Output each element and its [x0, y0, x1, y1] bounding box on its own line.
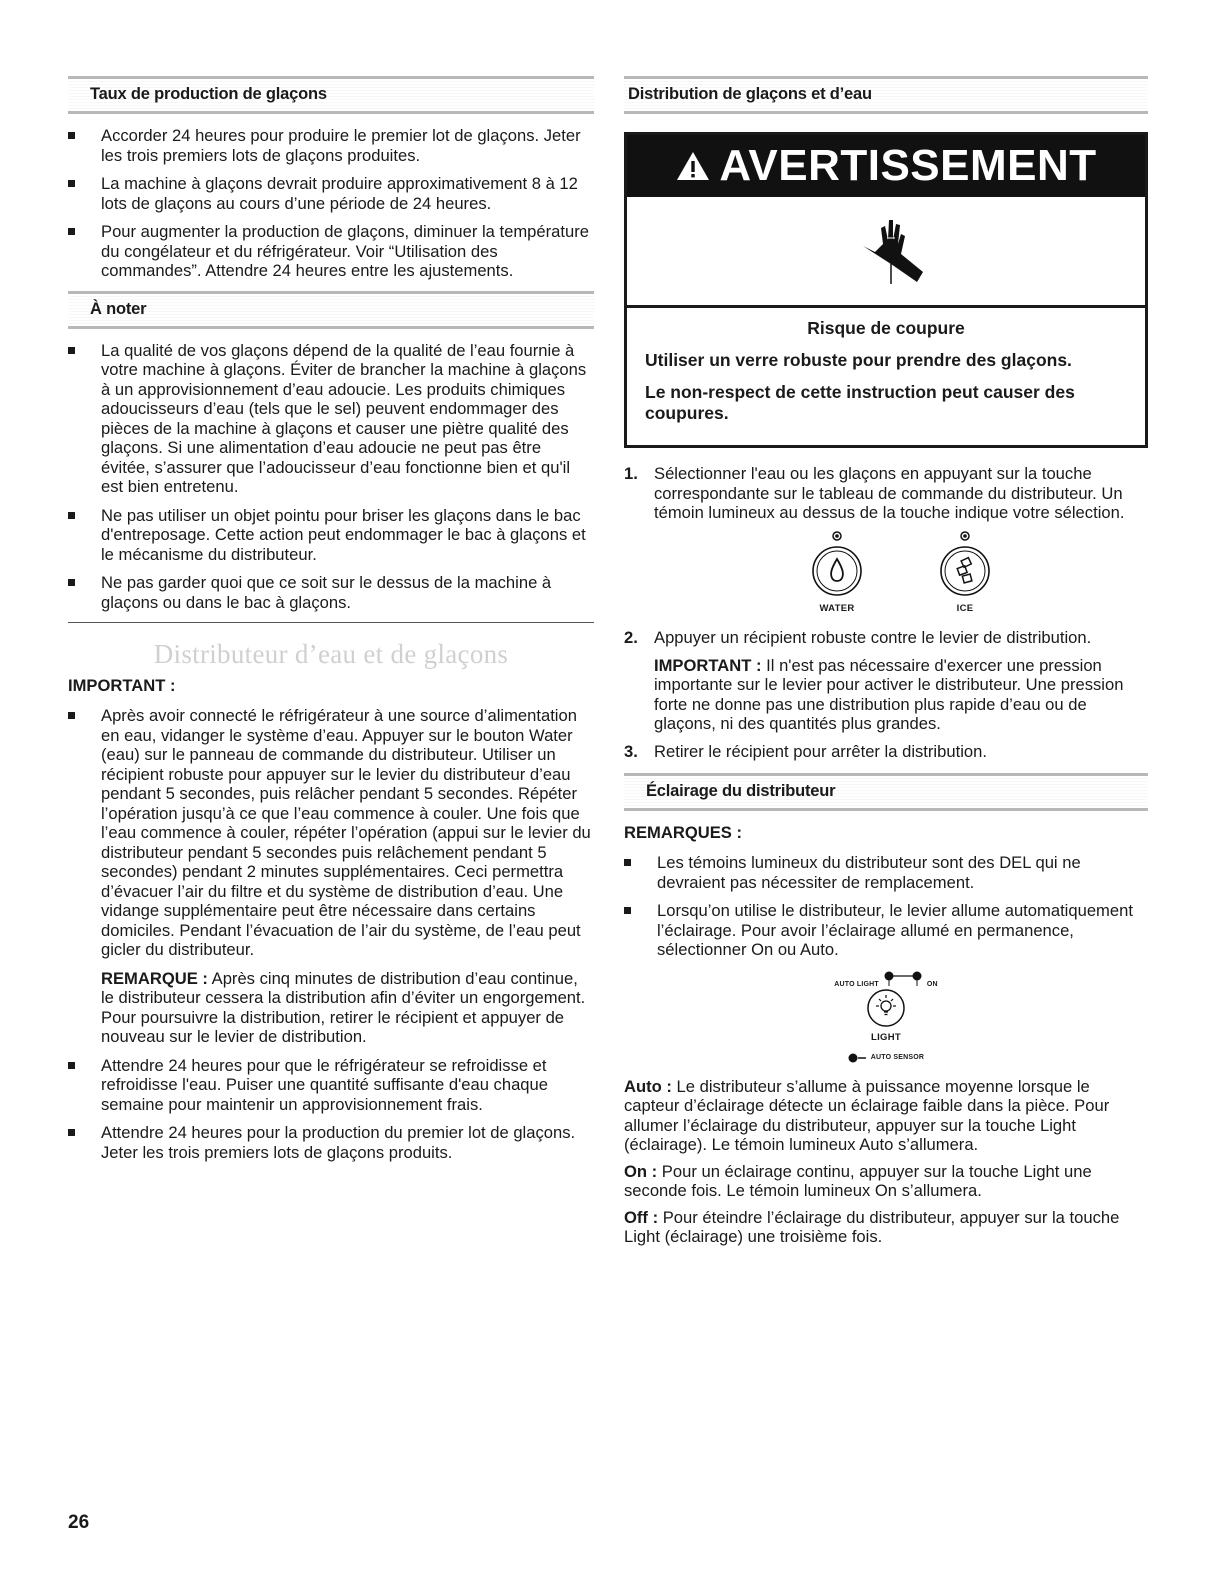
warning-triangle-icon — [675, 150, 711, 182]
list-item: Les témoins lumineux du distributeur sont des DEL qui ne devraient pas nécessiter de remplacement. — [624, 853, 1148, 892]
list-item: La qualité de vos glaçons dépend de la qualité de l’eau fournie à votre machine à glaçons. Éviter de brancher la machine à glaçons à un approvisionnement d’eau adoucie. Les produits chimiques adoucisseurs d’eau (tels que le sel) peuvent endommager des pièces de la machine à glaçons et causer une piètre qualité des glaçons. Si une alimentation d’eau adoucie ne peut pas être évitée, s’assurer que l’adoucisseur d’eau fonctionne bien et qu'il est bien entretenu. — [68, 341, 594, 497]
bullet-icon — [68, 228, 75, 235]
section-header-ice-rate — [68, 76, 594, 114]
bullet-icon — [68, 180, 75, 187]
light-bulb-icon — [866, 988, 906, 1028]
list-item: La machine à glaçons devrait produire approximativement 8 à 12 lots de glaçons au cours d’une période de 24 heures. — [68, 174, 594, 213]
bullet-icon — [624, 907, 631, 914]
warning-banner: AVERTISSEMENT — [627, 135, 1145, 197]
remarks-label: REMARQUES : — [624, 823, 743, 842]
section-title: Distribution de glaçons et d’eau — [628, 85, 872, 103]
step-item: 2. Appuyer un récipient robuste contre le levier de distribution. IMPORTANT : Il n'est pas nécessaire d'exercer une pression importante sur le levier pour activer le distributeur. Une pression forte ne donne pas une distribution plus rapide d’eau ou de glaçons, ni des quantités plus grandes. — [624, 628, 1148, 734]
warning-line: Le non-respect de cette instruction peut causer des coupures. — [645, 382, 1075, 423]
ice-rate-list — [68, 126, 594, 281]
left-column — [68, 72, 594, 1172]
bullet-icon — [68, 512, 75, 519]
cut-hand-icon — [841, 206, 931, 296]
right-column — [624, 72, 1148, 1254]
bullet-icon — [68, 1062, 75, 1069]
water-ice-buttons — [654, 531, 1148, 619]
list-item: Accorder 24 heures pour produire le premier lot de glaçons. Jeter les trois premiers lots de glaçons produites. — [68, 126, 594, 165]
bullet-icon — [68, 132, 75, 139]
warning-risk: Risque de coupure — [807, 318, 965, 338]
bullet-icon — [624, 859, 631, 866]
list-item: Pour augmenter la production de glaçons, diminuer la température du congélateur et du réfrigérateur. Voir “Utilisation des commandes”. Attendre 24 heures entre les ajustements. — [68, 222, 594, 281]
off-paragraph: Off : Pour éteindre l’éclairage du distributeur, appuyer sur la touche Light (éclairage) une troisième fois. — [624, 1207, 1120, 1246]
indicator-lights-icon — [883, 970, 923, 988]
lighting-list — [624, 853, 1148, 960]
warning-text — [627, 308, 1145, 445]
warning-line: Utiliser un verre robuste pour prendre des glaçons. — [645, 350, 1072, 370]
light-button-figure: AUTO LIGHT ON LIGHT AUTO SENSOR — [624, 970, 1148, 1063]
bullet-icon — [68, 347, 75, 354]
auto-sensor-indicator: AUTO SENSOR — [848, 1053, 924, 1063]
page-number: 26 — [68, 1512, 90, 1533]
list-item: Lorsqu’on utilise le distributeur, le levier allume automatiquement l’éclairage. Pour avoir l’éclairage allumé en permanence, sélectionner On ou Auto. — [624, 901, 1148, 960]
important-label: IMPORTANT : — [68, 676, 176, 695]
steps-list — [624, 464, 1148, 761]
step-item: 3. Retirer le récipient pour arrêter la distribution. — [624, 741, 987, 761]
auto-paragraph: Auto : Le distributeur s’allume à puissance moyenne lorsque le capteur d’éclairage détecte un éclairage faible dans la pièce. Pour allumer l’éclairage du distributeur, appuyer sur la touche Light (éclairage). Le témoin lumineux Auto s’allumera. — [624, 1076, 1110, 1154]
section-title: À noter — [90, 299, 147, 318]
bullet-icon — [68, 579, 75, 586]
bullet-icon — [68, 712, 75, 719]
note-list — [68, 341, 594, 613]
list-item: Ne pas garder quoi que ce soit sur le dessus de la machine à glaçons ou dans le bac à glaçons. — [68, 573, 594, 612]
ice-button: ICE — [935, 531, 995, 619]
list-item: Ne pas utiliser un objet pointu pour briser les glaçons dans le bac d'entreposage. Cette action peut endommager le bac à glaçons et le mécanisme du distributeur. — [68, 506, 594, 565]
section-header-note — [68, 291, 594, 329]
sensor-dot-icon — [848, 1053, 868, 1063]
list-item: Attendre 24 heures pour la production du premier lot de glaçons. Jeter les trois premiers lots de glaçons produits. — [68, 1123, 594, 1162]
section-title: Éclairage du distributeur — [646, 782, 836, 800]
section-header-lighting — [624, 773, 1148, 811]
water-drop-icon — [807, 531, 867, 597]
list-item: Attendre 24 heures pour que le réfrigérateur se refroidisse et refroidisse l'eau. Puiser une quantité suffisante d'eau chaque semaine pour maintenir un approvisionnement frais. — [68, 1056, 594, 1115]
step-important: IMPORTANT : Il n'est pas nécessaire d'exercer une pression importante sur le levier pour activer le distributeur. Une pression forte ne donne pas une distribution plus rapide d’eau ou de glaçons, ni des quantités plus grandes. — [654, 655, 1124, 733]
section-title: Taux de production de glaçons — [90, 85, 327, 103]
section-header-distribution — [624, 76, 1148, 114]
divider — [68, 622, 594, 623]
bullet-icon — [68, 1129, 75, 1136]
chapter-title: Distributeur d’eau et de glaçons — [153, 639, 509, 669]
warning-box — [624, 132, 1148, 448]
on-paragraph: On : Pour un éclairage continu, appuyer sur la touche Light une seconde fois. Le témoin lumineux On s’allumera. — [624, 1161, 1092, 1200]
dispenser-list — [68, 706, 594, 1162]
cut-hazard-area — [627, 197, 1145, 308]
remark: REMARQUE : Après cinq minutes de distribution d’eau continue, le distributeur cessera la distribution afin d’éviter un engorgement. Pour poursuivre la distribution, retirer le récipient et appuyer de nouveau sur le levier de distribution. — [101, 968, 586, 1046]
water-button: WATER — [807, 531, 867, 619]
list-item: Après avoir connecté le réfrigérateur à une source d’alimentation en eau, vidanger le système d’eau. Appuyer sur le bouton Water (eau) sur le panneau de commande du distributeur. Utiliser un récipient robuste pour appuyer sur le levier du distributeur d’eau pendant 5 secondes, puis relâcher pendant 5 secondes. Répéter l’opération jusqu’à ce que l’eau commence à couler. Une fois que l’eau commence à couler, répéter l’opération (appui sur le levier du distributeur pendant 5 secondes puis relâchement pendant 5 secondes) pendant 2 minutes supplémentaires. Ceci permettra d’évacuer l’air du filtre et du système de distribution d’eau. Une vidange supplémentaire peut être nécessaire dans certains domiciles. Pendant l’évacuation de l’air du système, de l’eau peut gicler du distributeur. REMARQUE : Après cinq minutes de distribution d’eau continue, le distributeur cessera la distribution afin d’éviter un engorgement. Pour poursuivre la distribution, retirer le récipient et appuyer de nouveau sur le levier de distribution. — [68, 706, 594, 1047]
step-item: 1. Sélectionner l'eau ou les glaçons en appuyant sur la touche correspondante sur le tableau de commande du distributeur. Un témoin lumineux au dessus de la touche indique votre sélection. WATER ICE — [624, 464, 1148, 618]
ice-cubes-icon — [935, 531, 995, 597]
light-mode-indicators: AUTO LIGHT ON — [834, 970, 938, 988]
